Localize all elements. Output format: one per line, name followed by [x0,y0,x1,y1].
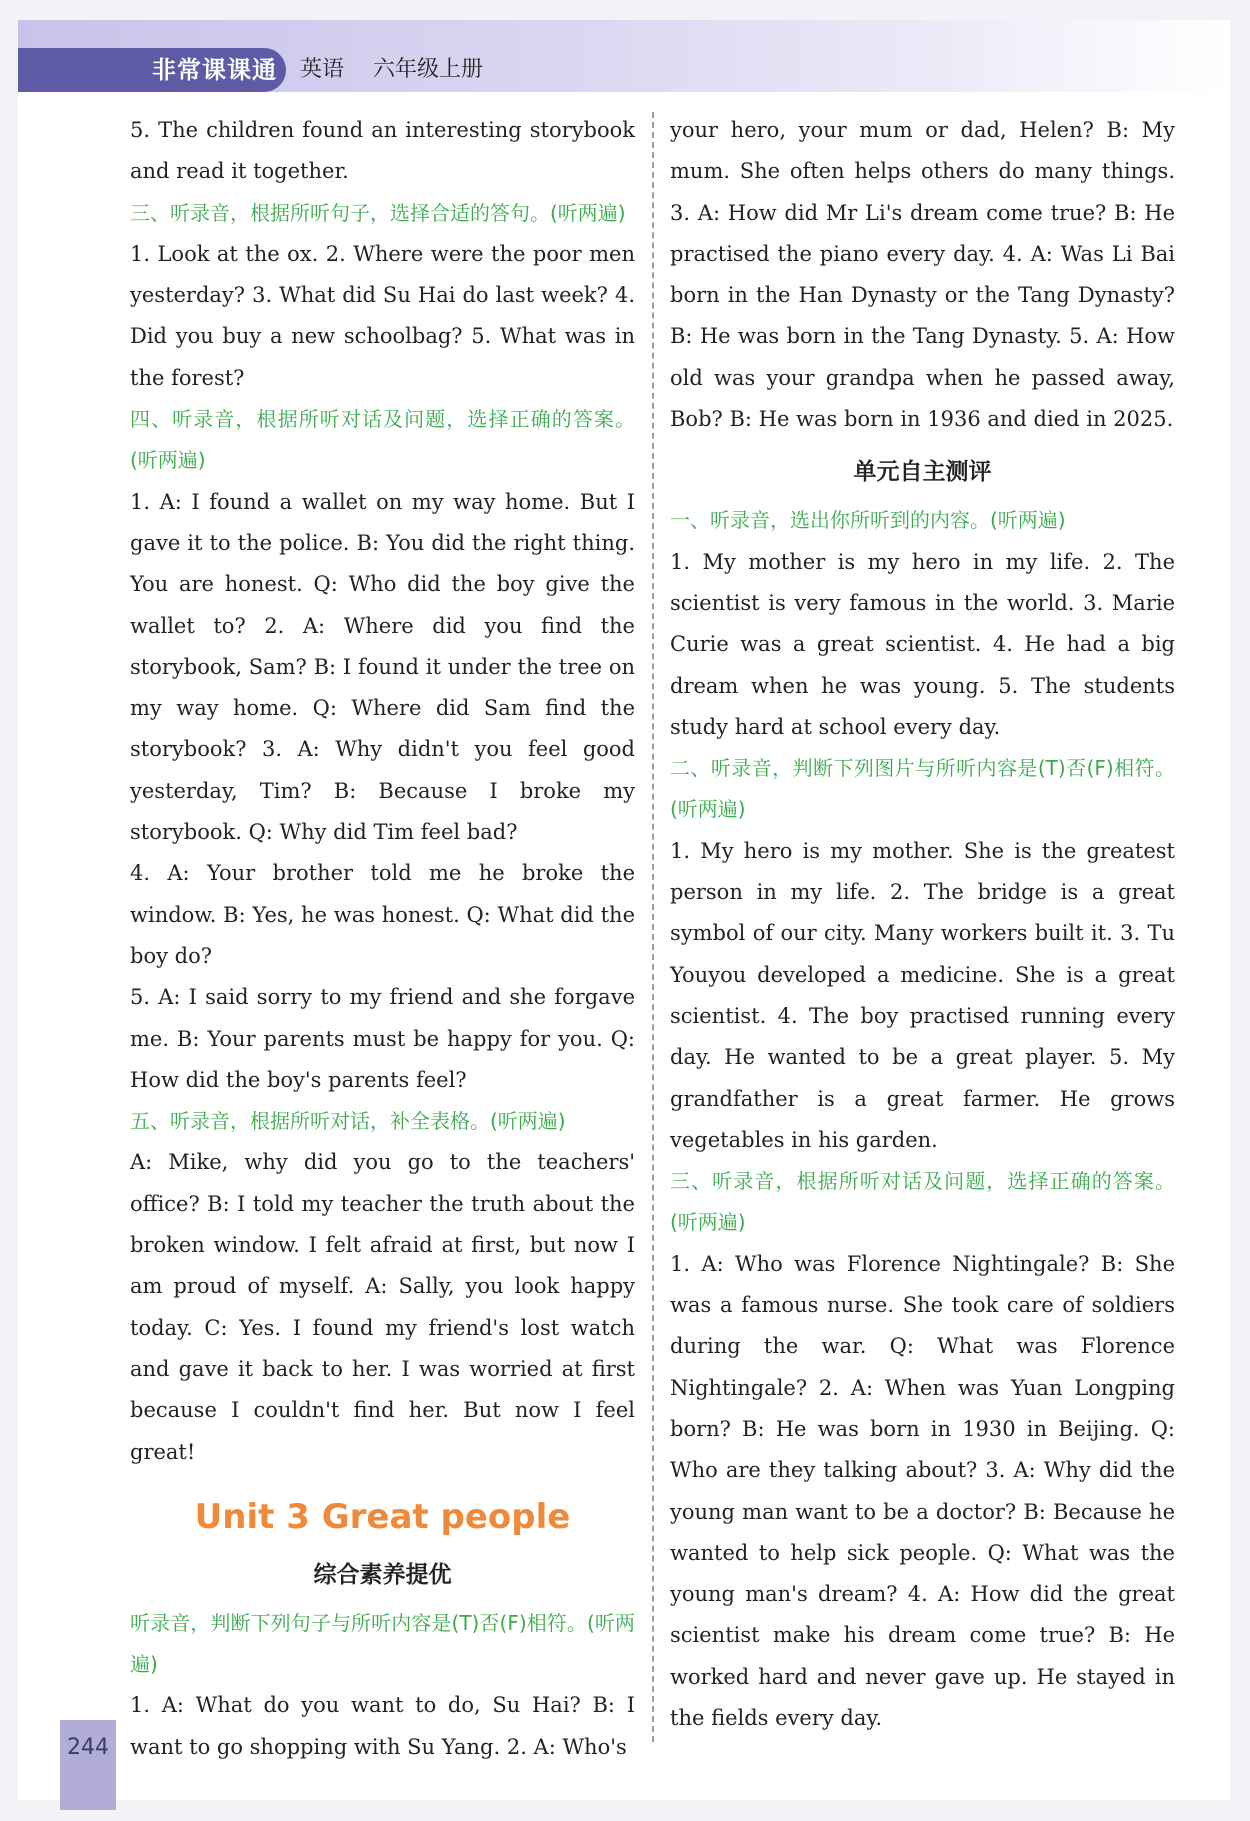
right-column [670,110,1175,1739]
grade-label: 六年级上册 [373,57,484,82]
right-text-2: 1. My mother is my hero in my life. 2. The scientist is very famous in the world. 3. Marie Curie was a great scientist. 4. He had a big dream when he was young. 5. The students study hard at school every day. [670,549,1175,739]
right-text-1: your hero, your mum or dad, Helen? B: My mum. She often helps others do many things. 3. A: How did Mr Li's dream come true? B: He practised the piano every day. 4. A: Was Li Bai born in the Han Dynasty or the Tang Dynasty? B: He was born in the Tang Dynasty. 5. A: How old was your grandpa when he passed away, Bob? B: He was born in 1936 and died in 2025. [670,118,1175,432]
left-heading-4: 四、听录音，根据所听对话及问题，选择正确的答案。(听两遍) [130,407,635,473]
left-column [130,110,635,1768]
page-number: 244 [60,1720,116,1810]
left-heading-6: 听录音，判断下列句子与所听内容是(T)否(F)相符。(听两遍) [130,1610,635,1677]
header-subtitle [300,48,505,92]
brand-label: 非常课课通 [18,48,286,92]
right-heading-3: 三、听录音，根据所听对话及问题，选择正确的答案。(听两遍) [670,1169,1175,1235]
left-text-5: A: Mike, why did you go to the teachers' office? B: I told my teacher the truth about the broken window. I felt afraid at first, but now I am proud of myself. A: Sally, you look happy today. C: Yes. I found my friend's lost watch and gave it back to her. I was worried at first because I couldn't find her. But now I feel great! [130,1150,635,1464]
left-text-4a: 1. A: I found a wallet on my way home. But I gave it to the police. B: You did the right thing. You are honest. Q: Who did the boy give the wallet to? 2. A: Where did you find the storybook, Sam? B: I found it under the tree on my way home. Q: Where did Sam find the storybook? 3. A: Why didn't you feel good yesterday, Tim? B: Because I broke my storybook. Q: Why did Tim feel bad? [130,489,635,845]
left-text-6: 1. A: What do you want to do, Su Hai? B: I want to go shopping with Su Yang. 2. A: Who's [130,1693,635,1759]
left-heading-3: 三、听录音，根据所听句子，选择合适的答句。(听两遍) [130,200,626,225]
unit-title: Unit 3 Great people [194,1496,571,1537]
left-text-3: 1. Look at the ox. 2. Where were the poor men yesterday? 3. What did Su Hai do last week? 4. Did you buy a new schoolbag? 5. What was in the forest? [130,241,635,390]
right-text-4: 1. A: Who was Florence Nightingale? B: She was a famous nurse. She took care of soldiers during the war. Q: What was Florence Nightingale? 2. A: When was Yuan Longping born? B: He was born in 1930 in Beijing. Q: Who are they talking about? 3. A: Why did the young man want to be a doctor? B: Because he wanted to help sick people. Q: What was the young man's dream? 4. A: How did the great scientist make his dream come true? B: He worked hard and never gave up. He stayed in the fields every day. [670,1251,1175,1730]
column-divider [652,112,654,1742]
left-text-4b: 4. A: Your brother told me he broke the window. B: Yes, he was honest. Q: What did the boy do? [130,861,635,968]
subject-label: 英语 [300,57,345,82]
right-heading-1: 一、听录音，选出你所听到的内容。(听两遍) [670,508,1066,533]
section-title-left: 综合素养提优 [313,1561,452,1588]
left-text-4c: 5. A: I said sorry to my friend and she forgave me. B: Your parents must be happy for you. Q: How did the boy's parents feel? [130,985,635,1092]
right-heading-2: 二、听录音，判断下列图片与所听内容是(T)否(F)相符。(听两遍) [670,756,1175,822]
left-text-1: 5. The children found an interesting storybook and read it together. [130,118,635,184]
left-heading-5: 五、听录音，根据所听对话，补全表格。(听两遍) [130,1109,566,1134]
right-text-3: 1. My hero is my mother. She is the greatest person in my life. 2. The bridge is a great symbol of our city. Many workers built it. 3. Tu Youyou developed a medicine. She is a great scientist. 4. The boy practised running every day. He wanted to be a great player. 5. My grandfather is a great farmer. He grows vegetables in his garden. [670,838,1175,1152]
section-title-right: 单元自主测评 [853,459,992,486]
